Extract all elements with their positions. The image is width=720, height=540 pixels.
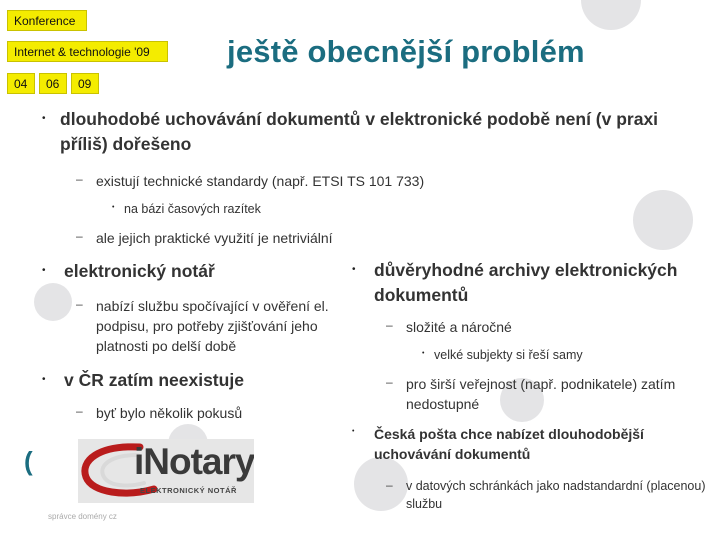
bullet-main-sub1-text: existují technické standardy (např. ETSI TS 101 733) xyxy=(96,173,425,189)
bullet-dot: • xyxy=(352,428,355,435)
bullet-notary-sub-text: nabízí službu spočívající v ověření el. podpisu, pro potřeby zjišťování jeho platnosti po delší době xyxy=(96,298,329,354)
bullet-archive-sub1 xyxy=(386,317,706,337)
decor-circle-top-right xyxy=(581,0,641,30)
bullet-archive-sub1-detail xyxy=(422,346,712,364)
bullet-dot: • xyxy=(42,113,46,124)
bullet-main-sub1-detail xyxy=(112,200,512,218)
bullet-notary xyxy=(42,259,342,284)
bullet-archive-sub1-detail-text: velké subjekty si řeší samy xyxy=(434,348,583,362)
decor-circle-left xyxy=(34,283,72,321)
dash-marker: – xyxy=(76,297,83,311)
event-tag: Internet & technologie '09 xyxy=(7,41,168,62)
bullet-notary-sub xyxy=(76,296,348,356)
date-year-tag: 09 xyxy=(71,73,99,94)
dash-marker: – xyxy=(386,478,393,492)
bullet-main-text: dlouhodobé uchovávání dokumentů v elektronické podobě není (v praxi příliš) dořešeno xyxy=(60,109,659,154)
bullet-cr-sub-text: byť bylo několik pokusů xyxy=(96,405,243,421)
partial-logo-glyph: ( xyxy=(24,446,33,476)
bullet-main-sub1 xyxy=(76,171,576,191)
footer-text: správce domény cz xyxy=(48,512,117,521)
bullet-archive-text: důvěryhodné archivy elektronických dokumentů xyxy=(374,260,678,305)
conference-tag: Konference xyxy=(7,10,87,31)
bullet-dot: • xyxy=(42,265,46,276)
decor-circle-right xyxy=(633,190,693,250)
logo-wordmark: iNotary xyxy=(134,441,254,482)
date-month-tag: 06 xyxy=(39,73,67,94)
dash-marker: – xyxy=(76,229,83,243)
bullet-archive xyxy=(352,258,707,308)
bullet-notary-text: elektronický notář xyxy=(64,261,215,281)
bullet-main-sub2-text: ale jejich praktické využití je netriviální xyxy=(96,230,333,246)
bullet-archive-sub1-text: složité a náročné xyxy=(406,319,512,335)
bullet-posta-sub xyxy=(386,477,706,513)
dash-marker: – xyxy=(76,172,83,186)
bullet-main-sub1-detail-text: na bázi časových razítek xyxy=(124,202,261,216)
bullet-dot: • xyxy=(112,204,115,211)
slide-title: ještě obecnější problém xyxy=(227,34,585,69)
logo-subtext: ELEKTRONICKÝ NOTÁŘ xyxy=(140,486,237,495)
bullet-cr-sub xyxy=(76,403,348,423)
inotary-logo xyxy=(78,439,254,503)
bullet-posta-sub-text: v datových schránkách jako nadstandardní (placenou) službu xyxy=(406,479,706,511)
bullet-posta-text: Česká pošta chce nabízet dlouhodobější uchovávání dokumentů xyxy=(374,426,644,462)
bullet-posta xyxy=(352,424,707,464)
bullet-dot: • xyxy=(42,374,46,385)
dash-marker: – xyxy=(386,318,393,332)
bullet-archive-sub2-text: pro širší veřejnost (např. podnikatele) zatím nedostupné xyxy=(406,376,676,412)
date-day-tag: 04 xyxy=(7,73,35,94)
dash-marker: – xyxy=(386,375,393,389)
bullet-dot: • xyxy=(352,264,356,275)
bullet-cr xyxy=(42,368,342,393)
bullet-cr-text: v ČR zatím neexistuje xyxy=(64,370,244,390)
dash-marker: – xyxy=(76,404,83,418)
bullet-archive-sub2 xyxy=(386,374,696,414)
bullet-main xyxy=(42,107,662,157)
bullet-dot: • xyxy=(422,350,425,357)
bullet-main-sub2 xyxy=(76,228,576,248)
